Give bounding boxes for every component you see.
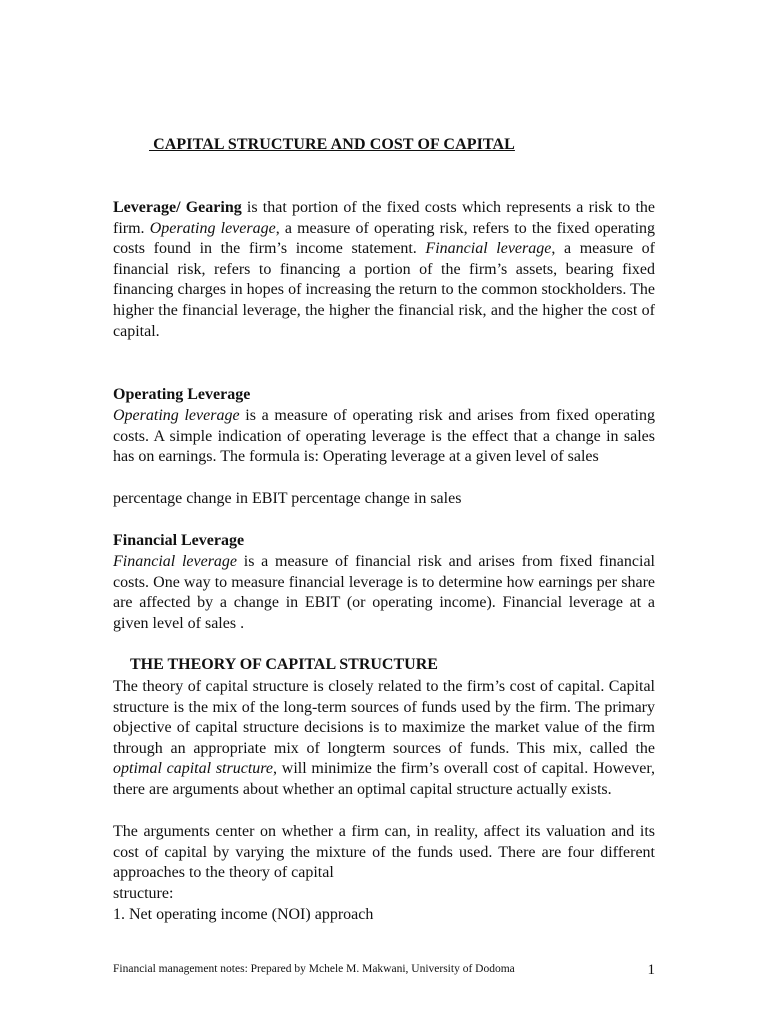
operating-leverage-formula: percentage change in EBIT percentage change in sales — [113, 490, 462, 507]
page-title: CAPITAL STRUCTURE AND COST OF CAPITAL — [149, 136, 515, 153]
leverage-text-2: , a measure of operating risk, refers to the fixed operating costs found in the firm’s income statement. — [113, 219, 656, 258]
financial-leverage-paragraph — [113, 552, 655, 634]
operating-leverage-italic: Operating leverage — [113, 407, 240, 424]
leverage-paragraph — [113, 198, 655, 342]
operating-leverage-paragraph — [113, 406, 655, 468]
theory-paragraph — [113, 677, 655, 801]
list-item-noi-approach: 1. Net operating income (NOI) approach — [113, 906, 374, 923]
arguments-paragraph: The arguments center on whether a firm can, in reality, affect its valuation and its cost of capital by varying the mixture of the funds used. There are four different approaches to the theory of capital — [113, 823, 655, 882]
financial-leverage-heading: Financial Leverage — [113, 532, 245, 549]
operating-leverage-term: Operating leverage — [149, 219, 276, 237]
operating-leverage-heading: Operating Leverage — [113, 386, 251, 403]
footer-text: Financial management notes: Prepared by Mchele M. Makwani, University of Dodoma — [113, 963, 515, 975]
financial-leverage-italic: Financial leverage — [113, 553, 238, 570]
structure-label: structure: — [113, 885, 174, 902]
leverage-text-3: , a measure of financial risk, refers to financing a portion of the firm’s assets, bearing fixed financing charges in hopes of increasing the return to the common stockholders. The higher the financial leverage, the higher the financial risk, and the higher the cost of capital. — [113, 240, 656, 340]
financial-leverage-text: is a measure of financial risk and arises from fixed financial costs. One way to measure financial leverage is to determine how earnings per share are affected by a change in EBIT (or operating income). Financial leverage at a given level of sales . — [113, 553, 655, 632]
document-page — [113, 0, 655, 1024]
theory-text-2: , will minimize the firm’s overall cost of capital. However, there are arguments about whether an optimal capital structure actually exists. — [113, 760, 656, 798]
page-number: 1 — [647, 962, 655, 978]
page-footer — [113, 962, 655, 978]
leverage-term: Leverage/ Gearing — [113, 199, 242, 216]
financial-leverage-term: Financial leverage — [425, 240, 552, 258]
optimal-capital-structure-term: optimal capital structure — [113, 760, 274, 778]
theory-heading: THE THEORY OF CAPITAL STRUCTURE — [130, 656, 438, 673]
leverage-text-1: is that portion of the fixed costs which represents a risk to the firm. — [113, 199, 656, 237]
theory-text-1: The theory of capital structure is closely related to the firm’s cost of capital. Capital structure is the mix of the long-term sources of funds used by the firm. The primary objective of capital structure decisions is to maximize the market value of the firm through an appropriate mix of longterm sources of funds. This mix, called the — [113, 678, 655, 757]
operating-leverage-text: is a measure of operating risk and arises from fixed operating costs. A simple indication of operating leverage is the effect that a change in sales has on earnings. The formula is: Operating leverage at a given level of sales — [113, 407, 655, 466]
